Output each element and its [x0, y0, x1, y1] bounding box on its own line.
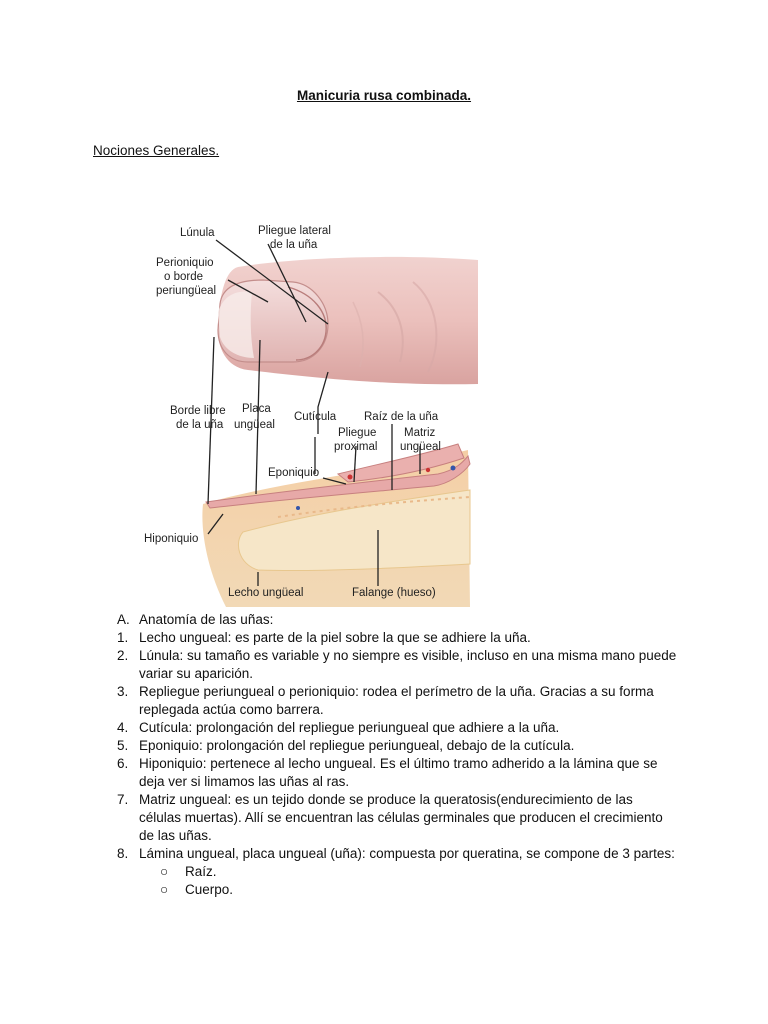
label-raiz: Raíz de la uña — [364, 411, 439, 423]
label-matriz-2: ungüeal — [400, 441, 441, 453]
list-item-text: Repliegue periungueal o perioniquio: rodea el perímetro de la uña. Gracias a su forma replegada actúa como barrera. — [139, 684, 654, 717]
label-perioniquio-2: o borde — [164, 271, 204, 283]
list-marker: 8. — [117, 846, 129, 861]
label-hiponiquio: Hiponiquio — [144, 533, 199, 545]
list-marker: 3. — [117, 684, 129, 699]
list-marker: 5. — [117, 738, 129, 753]
label-borde-libre-1: Borde libre — [170, 405, 226, 417]
anatomy-list — [117, 611, 677, 899]
nail-anatomy-illustration — [138, 212, 478, 607]
list-item-text: Lecho ungueal: es parte de la piel sobre la que se adhiere la uña. — [139, 630, 531, 645]
list-item-text: Eponiquio: prolongación del repliegue periungueal, debajo de la cutícula. — [139, 738, 575, 753]
list-marker: 6. — [117, 756, 129, 771]
list-item — [117, 755, 677, 791]
bullet-circle-icon: ○ — [160, 882, 169, 897]
list-item — [117, 845, 677, 863]
label-cuticula: Cutícula — [294, 411, 337, 423]
label-perioniquio-3: periungüeal — [156, 285, 217, 297]
list-item-text: Hiponiquio: pertenece al lecho ungueal. Es el último tramo adherido a la lámina que se deja ver si limamos las uñas al ras. — [139, 756, 658, 789]
label-eponiquio: Eponiquio — [268, 467, 320, 479]
section-heading: Nociones Generales. — [93, 143, 220, 158]
label-pliegue-proximal-1: Pliegue — [338, 427, 377, 439]
nail-cross-section — [202, 444, 470, 607]
bullet-circle-icon: ○ — [160, 864, 169, 879]
list-item-text: Matriz ungueal: es un tejido donde se produce la queratosis(endurecimiento de las células muertas). Allí se encuentran las células germinales que producen el crecimiento de las uñas. — [139, 792, 663, 843]
list-item-text: Lámina ungueal, placa ungueal (uña): compuesta por queratina, se compone de 3 partes: — [139, 846, 675, 861]
finger-top-view — [218, 257, 478, 384]
label-matriz-1: Matriz — [404, 427, 436, 439]
list-item-text: Cutícula: prolongación del repliegue periungueal que adhiere a la uña. — [139, 720, 560, 735]
label-pliegue-lateral-2: de la uña — [270, 239, 318, 251]
list-item — [117, 737, 677, 755]
list-item — [117, 791, 677, 845]
document-title: Manicuria rusa combinada. — [296, 88, 472, 103]
list-marker: 1. — [117, 630, 129, 645]
label-placa-1: Placa — [242, 403, 271, 415]
label-lunula: Lúnula — [180, 227, 215, 239]
list-item — [117, 647, 677, 683]
sub-list-item-text: Cuerpo. — [185, 882, 234, 897]
sub-list-item — [117, 863, 677, 881]
list-marker: 4. — [117, 720, 129, 735]
sub-list-item-text: Raíz. — [185, 864, 217, 879]
label-pliegue-proximal-2: proximal — [334, 441, 378, 453]
list-heading — [117, 611, 677, 629]
label-borde-libre-2: de la uña — [176, 419, 224, 431]
list-item-text: Lúnula: su tamaño es variable y no siempre es visible, incluso en una misma mano puede variar su aparición. — [139, 648, 677, 681]
sub-list-item — [117, 881, 677, 899]
list-item — [117, 719, 677, 737]
label-falange: Falange (hueso) — [352, 587, 436, 599]
list-marker: 2. — [117, 648, 129, 663]
label-perioniquio-1: Perioniquio — [156, 257, 214, 269]
nail-anatomy-figure — [138, 212, 478, 607]
list-marker: 7. — [117, 792, 129, 807]
list-marker: A. — [117, 612, 130, 627]
label-pliegue-lateral-1: Pliegue lateral — [258, 225, 331, 237]
label-lecho: Lecho ungüeal — [228, 587, 304, 599]
list-heading-text: Anatomía de las uñas: — [139, 612, 274, 627]
label-placa-2: ungüeal — [234, 419, 275, 431]
list-item — [117, 629, 677, 647]
list-item — [117, 683, 677, 719]
